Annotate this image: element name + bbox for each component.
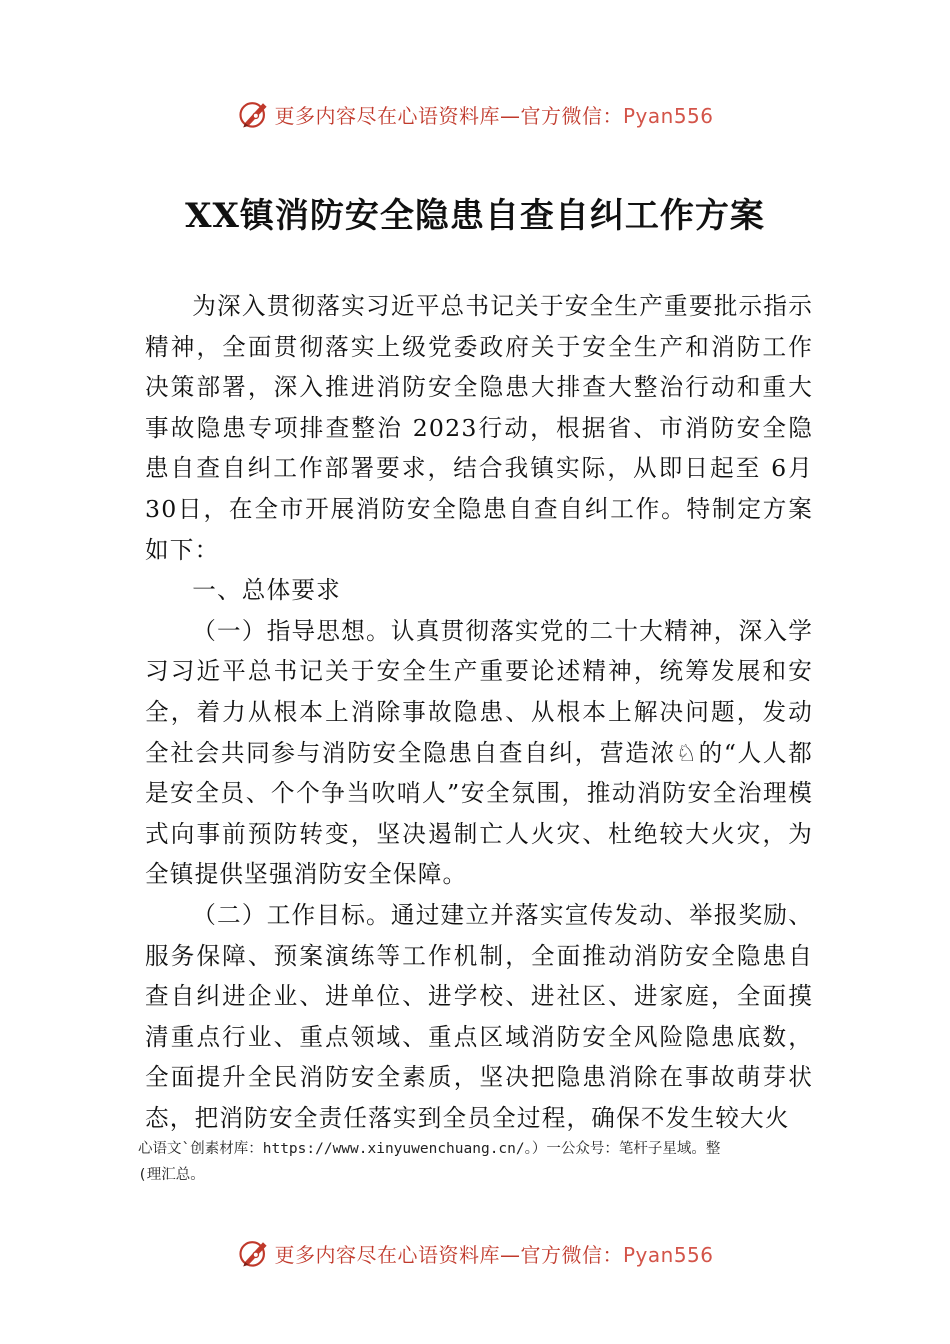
pen-logo-icon [236, 1235, 272, 1271]
banner-text: 更多内容尽在心语资料库—官方微信：Pyan556 [274, 103, 714, 128]
footnote-line: 心语文`创素材库：https://www.xinyuwenchuang.cn/。）一公众号：笔杆子星域。整 [138, 1141, 721, 1157]
footer-banner [0, 1231, 950, 1275]
pen-logo-icon [236, 96, 272, 132]
footnote [138, 1136, 828, 1188]
header-banner [0, 92, 950, 136]
document-title: XX镇消防安全隐患自查自纠工作方案 [185, 196, 765, 236]
guiding-ideology-paragraph: （一）指导思想。认真贯彻落实党的二十大精神，深入学习习近平总书记关于安全生产重要论述精神，统筹发展和安全，着力从根本上消除事故隐患、从根本上解决问题，发动全社会共同参与消防安全隐患自查自纠，营造浓♘的“人人都是安全员、个个争当吹哨人”安全氛围，推动消防安全治理模式向事前预防转变，坚决遏制亡人火灾、杜绝较大火灾，为全镇提供坚强消防安全保障。 [145, 616, 813, 889]
intro-paragraph: 为深入贯彻落实习近平总书记关于安全生产重要批示指示精神，全面贯彻落实上级党委政府关于安全生产和消防工作决策部署，深入推进消防安全隐患大排查大整治行动和重大事故隐患专项排查整治 2023行动，根据省、市消防安全隐患自查自纠工作部署要求，结合我镇实际，从即日起至 6月 30日，在全市开展消防安全隐患自查自纠工作。特制定方案如下： [145, 292, 813, 564]
footnote-line: (理汇总。 [138, 1167, 205, 1183]
document-body [145, 286, 813, 1138]
work-goal-paragraph: （二）工作目标。通过建立并落实宣传发动、举报奖励、服务保障、预案演练等工作机制，全面推动消防安全隐患自查自纠进企业、进单位、进学校、进社区、进家庭，全面摸清重点行业、重点领域、重点区域消防安全风险隐患底数， 全面提升全民消防安全素质，坚决把隐患消除在事故萌芽状态，把消防安全责任落实到全员全过程，确保不发生较大火 [145, 900, 813, 1132]
banner-text: 更多内容尽在心语资料库—官方微信：Pyan556 [274, 1242, 714, 1267]
section-heading: 一、总体要求 [192, 576, 341, 605]
